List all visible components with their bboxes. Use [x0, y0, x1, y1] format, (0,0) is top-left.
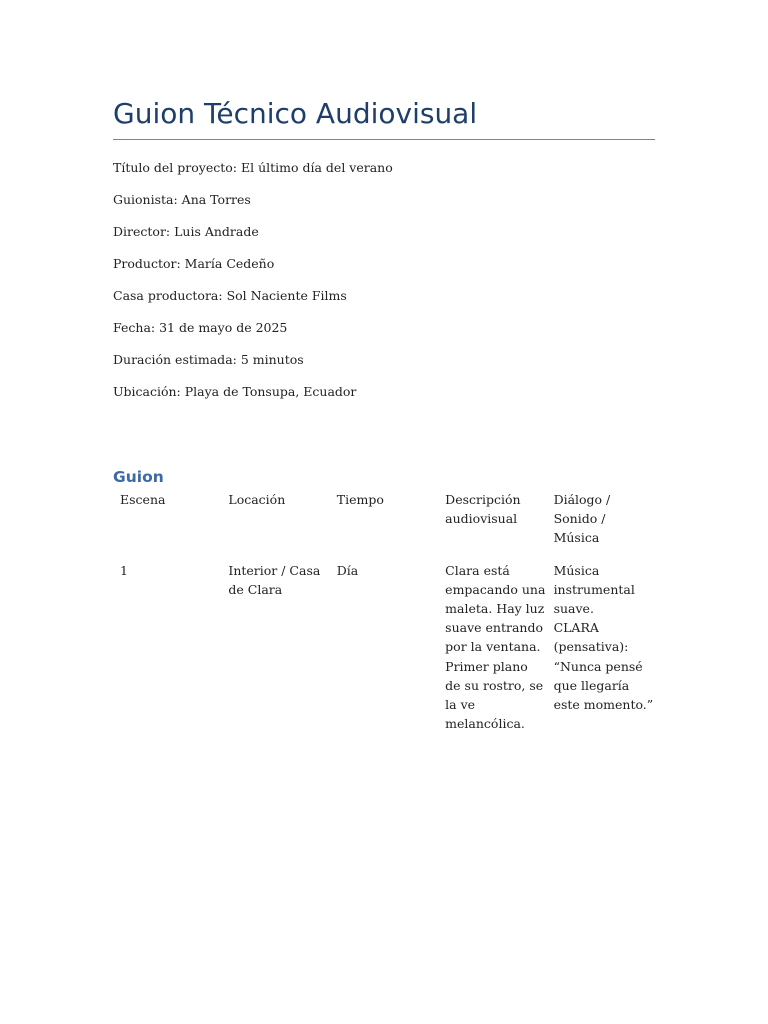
cell-dialogo — [547, 561, 655, 734]
meta-duration: Duración estimada: 5 minutos — [113, 352, 304, 367]
script-table — [113, 490, 655, 733]
cell-tiempo: Día — [336, 562, 359, 578]
column-header-escena: Escena — [120, 492, 166, 507]
project-metadata — [113, 158, 655, 414]
meta-director: Director: Luis Andrade — [113, 224, 259, 239]
script-section-heading: Guion — [113, 468, 164, 486]
column-header-descripcion: Descripción audiovisual — [445, 492, 521, 527]
document-title: Guion Técnico Audiovisual — [113, 97, 478, 130]
cell-escena: 1 — [120, 562, 128, 578]
meta-production-company: Casa productora: Sol Naciente Films — [113, 288, 347, 303]
meta-location: Ubicación: Playa de Tonsupa, Ecuador — [113, 384, 357, 399]
cell-locacion: Interior / Casa de Clara — [228, 562, 321, 597]
column-header-locacion: Locación — [228, 492, 286, 507]
dialogo-music-note: Música instrumental suave. — [553, 562, 635, 617]
meta-project-title: Título del proyecto: El último día del verano — [113, 160, 393, 175]
dialogo-clara-line: CLARA (pensativa): “Nunca pensé que llegaría este momento.” — [553, 620, 654, 713]
meta-date: Fecha: 31 de mayo de 2025 — [113, 320, 288, 335]
table-row — [113, 561, 655, 734]
cell-descripcion: Clara está empacando una maleta. Hay luz suave entrando por la ventana. Primer plano de su rostro, se la ve melancólica. — [445, 562, 546, 732]
title-divider — [113, 139, 655, 140]
column-header-tiempo: Tiempo — [336, 492, 384, 507]
column-header-dialogo: Diálogo / Sonido / Música — [553, 492, 611, 546]
table-header-row — [113, 490, 655, 561]
meta-screenwriter: Guionista: Ana Torres — [113, 192, 251, 207]
meta-producer: Productor: María Cedeño — [113, 256, 275, 271]
